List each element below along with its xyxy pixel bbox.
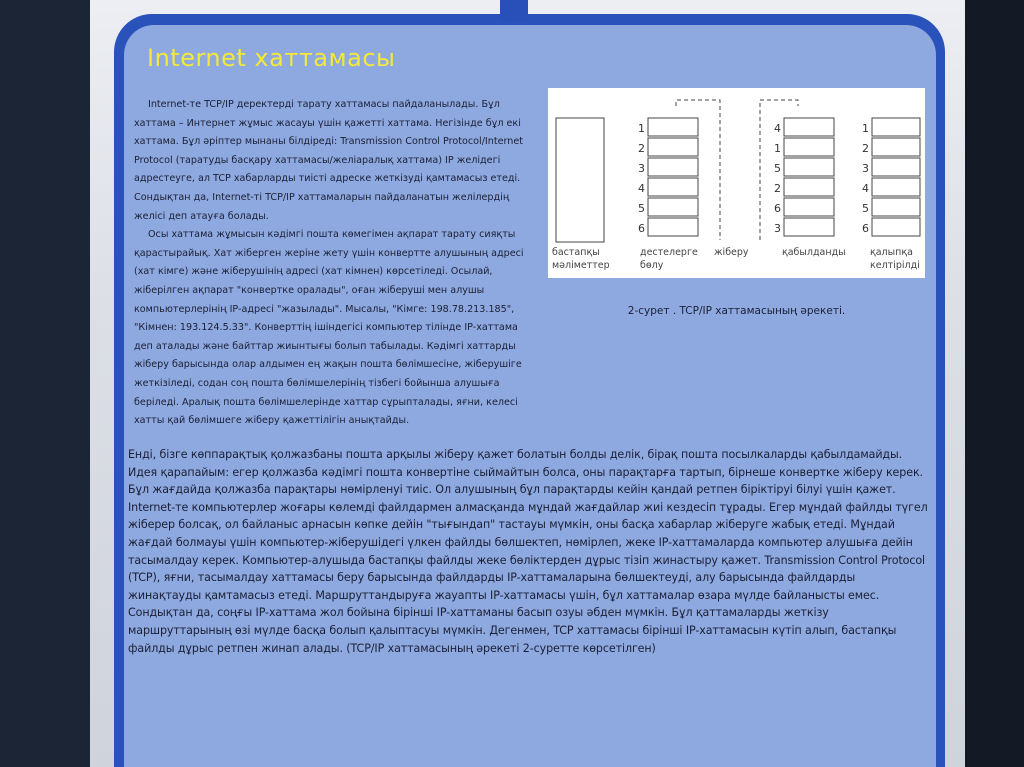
split-number: 4 xyxy=(638,182,645,195)
packets-split xyxy=(648,118,698,236)
restored-numbers xyxy=(862,122,869,235)
paragraph-manuscript-example: Енді, бізге көппарақтық қолжазбаны пошта арқылы жіберу қажет болатын болды делік, бірақ пошта посылкаларды қабылдамайды. Идея қарапайым: егер қолжазба кәдімгі пошта конвертіне сыймайтын болса, оны парақтарға тартып, бірнеше конвертке жіберу керек. Бұл жағдайда қолжазба парақтары нөмірленуі тиіс. Ол алушының бұл парақтарды кейін қандай ретпен біріктіруі білуі үшін қажет. Internet-те компьютерлер жоғары көлемді файлдармен алмасқанда мұндай жағдайлар жиі кездесіп тұрады. Егер мұндай файлды түгел жіберер болсақ, ол байланыс арнасын көпке дейін "тығындап" тастауы мүмкін, оны басқа хабарлар жіберуге жабық етеді. Мұндай жағдай болмауы үшін компьютер-жіберушідегі үлкен файлды бөлшектеп, нөмірлеп, жеке IP-хаттамаларда компьютер алушыға дейін тасымалдау керек. Компьютер-алушыда бастапқы файлды жеке бөліктерден дұрыс тізіп жинастыру қажет. Transmission Control Protocol (TCP), яғни, тасымалдау хаттамасы беру барысында файлдарды IP-хаттамаларына бөлшектеуді, алу барысында файлдарды жинақтауды қамтамасыз етеді. Маршруттандыруға жауапты IP-хаттамасы үшін, бұл хаттамалар өзара мүлде байланысты емес. Сондықтан да, соңғы IP-хаттама жол бойына бірінші IP-хаттаманы басып озуы әбден мүмкін. Бұл қаттамаларды жеткізу маршруттарының өзі мүлде басқа болып қалыптасуы мүмкін. Дегенмен, TCP хаттамасы бірінші IP-хаттамасын күтіп алып, бастапқы файлды дұрыс ретпен жинап алады. (TCP/IP хаттамасының әрекеті 2-суретте көрсетілген) xyxy=(128,448,928,655)
received-number: 6 xyxy=(774,202,781,215)
tcpip-figure xyxy=(548,88,925,278)
label-split-line2: бөлу xyxy=(640,260,664,271)
split-number: 6 xyxy=(638,222,645,235)
source-data-block xyxy=(556,118,604,242)
restored-number: 3 xyxy=(862,162,869,175)
label-received: қабылданды xyxy=(782,247,846,258)
label-restored-line1: қалыпқа xyxy=(870,247,913,258)
restored-number: 4 xyxy=(862,182,869,195)
split-number: 2 xyxy=(638,142,645,155)
received-number: 1 xyxy=(774,142,781,155)
main-text xyxy=(128,446,930,657)
tcpip-diagram xyxy=(548,88,925,278)
slide-top-tab xyxy=(500,0,528,22)
slide-title: Internet хаттамасы xyxy=(147,44,396,72)
packets-restored xyxy=(872,118,920,236)
right-dark-margin xyxy=(965,0,1024,767)
received-number: 4 xyxy=(774,122,781,135)
split-number: 3 xyxy=(638,162,645,175)
paragraph-postal-analogy: Осы хаттама жұмысын кәдімгі пошта көмегімен ақпарат тарату сияқты қарастырайық. Хат жіберген жеріне жету үшін конвертте алушының адресі (хат кімге) және жіберушінің адресі (хат кімнен) көрсетіледі. Осылай, жіберілген ақпарат "конвертке оралады", оған жіберуші мен алушы компьютерлерінің IP-адресі "жазылады". Мысалы, "Кімге: 198.78.213.185", "Кімнен: 193.124.5.33". Конверттің ішіндегісі компьютер тілінде IP-хаттама деп аталады және байттар жиынтығы болып табылады. Кәдімгі хаттарды жіберу барысында олар алдымен ең жақын пошта бөлімшесіне, жіберушіге жеткізіледі, содан соң пошта бөлімшелерінің тізбегі бойынша алушыға беріледі. Аралық пошта бөлімшелерінде хаттар сұрыпталады, яғни, келесі хатты қай бөлімшеге жіберу қажеттілігін анықтайды. xyxy=(134,229,524,427)
received-number: 3 xyxy=(774,222,781,235)
restored-number: 5 xyxy=(862,202,869,215)
label-source-line1: бастапқы xyxy=(552,247,600,258)
received-numbers xyxy=(774,122,781,235)
restored-number: 6 xyxy=(862,222,869,235)
label-source-line2: мәліметтер xyxy=(552,260,610,271)
received-number: 5 xyxy=(774,162,781,175)
figure-labels xyxy=(552,247,920,271)
paragraph-tcpip-intro: Internet-те TCP/IP деректерді тарату хаттамасы пайдаланылады. Бұл хаттама – Интернет жұмыс жасауы үшін қажетті хаттама. Негізінде бұл екі хаттама. Бұл әріптер мынаны білдіреді: Transmission Control Protocol/Internet Protocol (таратуды басқару хаттамасы/желіаралық хаттама) IP желідегі адрестеуге, ал TCP хабарларды тиісті адреске жеткізуді қамтамасыз етеді. Сондықтан да, Internet-ті TCP/IP хаттамаларын пайдаланатын желілердің желісі деп атауға болады. xyxy=(134,99,524,222)
split-number: 1 xyxy=(638,122,645,135)
received-number: 2 xyxy=(774,182,781,195)
label-restored-line2: келтірілді xyxy=(870,260,920,271)
label-split-line1: дестелерге xyxy=(640,247,698,258)
split-number: 5 xyxy=(638,202,645,215)
intro-text xyxy=(134,96,538,431)
restored-number: 1 xyxy=(862,122,869,135)
split-numbers xyxy=(638,122,645,235)
packets-received xyxy=(784,118,834,236)
restored-number: 2 xyxy=(862,142,869,155)
label-send: жіберу xyxy=(714,247,749,258)
figure-caption: 2-сурет . TCP/IP хаттамасының әрекеті. xyxy=(627,305,846,317)
